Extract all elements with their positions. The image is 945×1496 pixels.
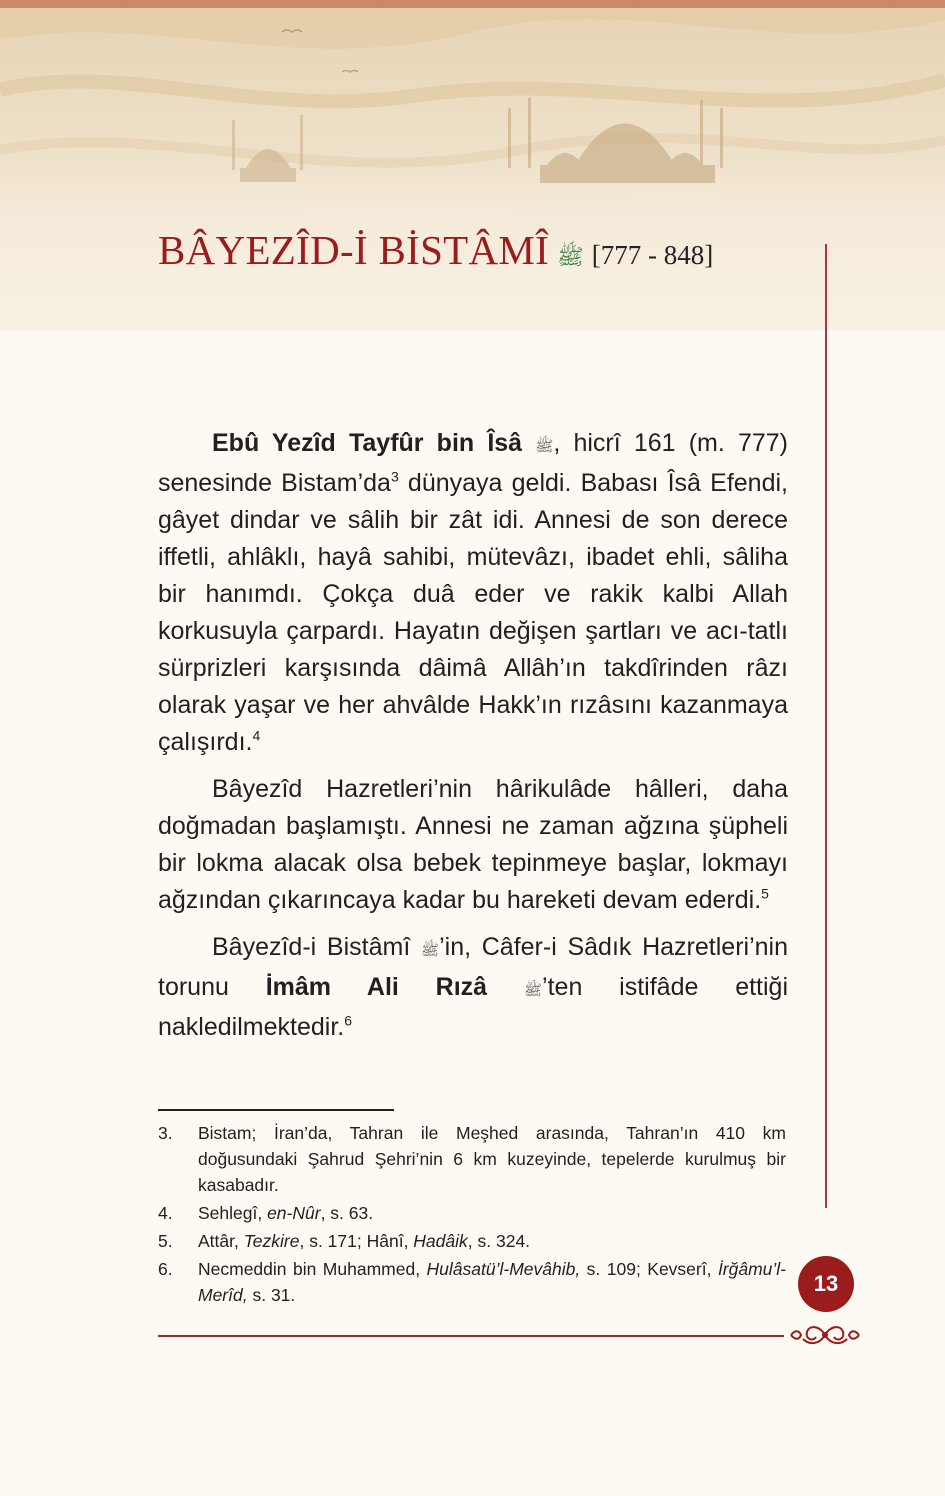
blessing-ligature-icon: ﷺ (523, 981, 543, 999)
footnote-3 (158, 1120, 786, 1198)
paragraph-2 (158, 771, 788, 919)
footnote-text: Attâr, Tezkire, s. 171; Hânî, Hadâik, s. 324. (198, 1231, 531, 1251)
chapter-heading (158, 226, 798, 286)
bold-name: İmâm Ali Rızâ (265, 973, 488, 1001)
footnote-ref[interactable]: 3 (390, 468, 399, 485)
footnote-number: 5. (158, 1231, 173, 1251)
footnote-6 (158, 1256, 786, 1308)
margin-vertical-rule (825, 244, 827, 1208)
paragraph-text: ’in, Câfer-i Sâdık Hazretleri’nin torunu (158, 933, 788, 1001)
paragraph-text: Bâyezîd-i Bistâmî (212, 933, 411, 961)
footnote-ref[interactable]: 4 (252, 727, 261, 744)
paragraph-text: dünyaya geldi. Babası Îsâ Efendi, gâyet dindar ve sâlih bir zât idi. Annesi de son derece iffetli, ahlâklı, hayâ sahibi, mütevâzı, ibadet ehli, sâliha bir hanımdı. Çokça duâ eder ve rakik kalbi Allah korkusuyla çarpardı. Hayatın değişen şartları ve acı-tatlı sürprizleri karşısında dâimâ Allâh’ın takdîrinden râzı olarak yaşar ve her ahvâlde Hakk’ın rızâsını kazanmaya çalışırdı. (158, 469, 788, 756)
blessing-ligature-icon: ﷺ (535, 437, 554, 455)
blessing-ligature-icon: ﷺ (420, 941, 440, 959)
footnote-ref[interactable]: 5 (761, 885, 769, 902)
paragraph-text: Bâyezîd Hazretleri’nin hârikulâde hâlleri, daha doğmadan başlamıştı. Annesi ne zaman ağzına şüpheli bir lokma alacak olsa bebek tepinmeye başlar, lokmayı ağzından çıkarıncaya kadar bu hareketi devam ederdi. (158, 775, 788, 914)
footnote-5 (158, 1228, 786, 1254)
page-number-badge (798, 1256, 854, 1312)
main-text (158, 425, 788, 1056)
footnote-text: Necmeddin bin Muhammed, Hulâsatü’l-Mevâhib, s. 109; Kevserî, İrğâmu’l-Merîd, s. 31. (198, 1259, 787, 1305)
footnote-number: 4. (158, 1203, 173, 1223)
paragraph-3 (158, 929, 788, 1046)
paragraph-1 (158, 425, 788, 761)
paragraph-text: ’ten istifâde ettiği nakledilmektedir. (158, 973, 789, 1041)
footnotes (158, 1120, 786, 1310)
bold-name: Ebû Yezîd Tayfûr bin Îsâ (212, 429, 523, 457)
page-number: 13 (813, 1271, 839, 1296)
chapter-title: BÂYEZÎD-İ BİSTÂMÎ (158, 227, 550, 273)
blessing-ligature-icon: ﷺ (557, 245, 584, 270)
footnote-4 (158, 1200, 786, 1226)
footnote-number: 3. (158, 1123, 173, 1143)
bottom-divider (158, 1335, 784, 1337)
footnote-divider (158, 1109, 394, 1111)
chapter-dates: [777 - 848] (591, 240, 714, 270)
footnote-ref[interactable]: 6 (344, 1012, 353, 1029)
footnote-text: Bistam; İran’da, Tahran ile Meşhed arasında, Tahran’ın 410 km doğusundaki Şahrud Şehri’nin 6 km kuzeyinde, tepelerde kurulmuş bir kasabadır. (198, 1123, 786, 1195)
floral-ornament-icon (789, 1320, 861, 1350)
paragraph-text: , hicrî 161 (m. 777) senesinde Bistam’da (158, 429, 788, 497)
footnote-number: 6. (158, 1259, 173, 1279)
footnote-text: Sehlegî, en-Nûr, s. 63. (198, 1203, 374, 1223)
